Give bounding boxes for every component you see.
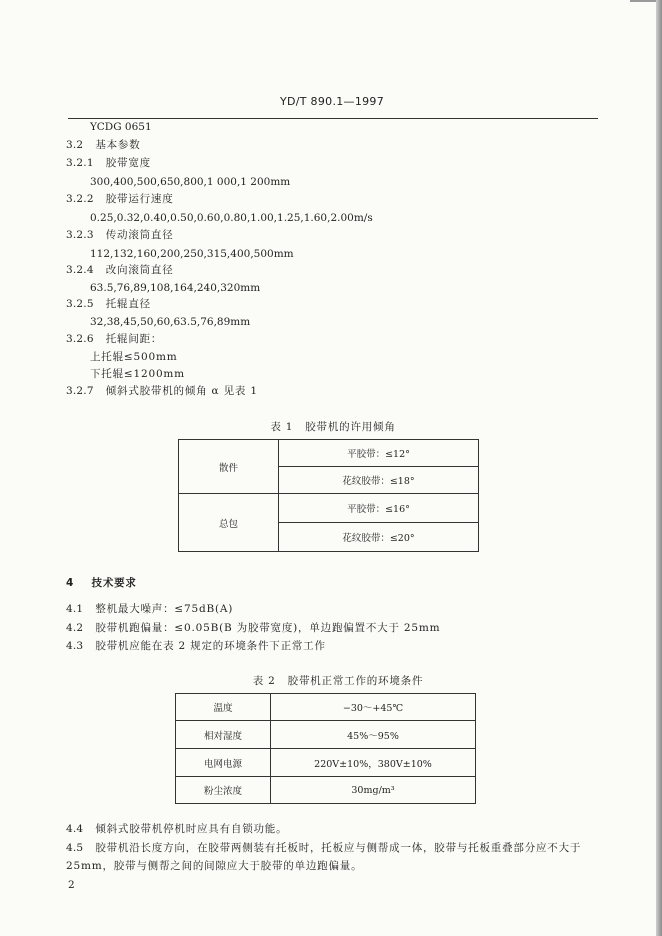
table2	[175, 693, 476, 804]
clause-4-1	[66, 602, 233, 616]
clause-title: 传动滚筒直径	[105, 229, 174, 241]
clause-3-2-2	[66, 192, 174, 206]
clause-3-2-1	[66, 156, 151, 170]
clause-text: 胶带机沿长度方向，在胶带两侧装有托板时，托板应与侧帮成一体，胶带与托板重叠部分应不大于	[95, 842, 582, 854]
table2-title: 胶带机正常工作的环境条件	[287, 675, 424, 687]
table1-cell: 花纹胶带：≤18°	[279, 467, 479, 494]
table1-label: 表 1	[270, 421, 294, 433]
page-number: 2	[68, 879, 75, 891]
clause-number: 3.2.1	[66, 157, 94, 169]
clause-number: 3.2.6	[66, 333, 94, 345]
table-row	[179, 440, 479, 467]
clause-3-2-7	[66, 384, 258, 398]
table2-row-label: 温度	[176, 694, 271, 721]
table-row	[176, 721, 476, 749]
page-header	[262, 95, 402, 109]
table1	[178, 439, 479, 552]
clause-4-4	[66, 822, 287, 836]
clause-number: 3.2.7	[66, 385, 94, 397]
clause-number: 3.2.5	[66, 298, 94, 310]
table-row	[179, 494, 479, 523]
table2-row-label: 相对湿度	[176, 721, 271, 749]
table2-cell: 45%～95%	[271, 721, 476, 749]
clause-number: 3.2.4	[66, 264, 94, 276]
header-rule	[68, 118, 598, 119]
table2-label: 表 2	[252, 675, 276, 687]
table2-row-label: 粉尘浓度	[176, 777, 271, 804]
section-heading-4	[66, 576, 137, 590]
section-heading-3-2	[66, 138, 141, 152]
table2-row-label: 电网电源	[176, 749, 271, 777]
table1-row-label: 散件	[179, 440, 279, 494]
clause-value: 32,38,45,50,60,63.5,76,89mm	[90, 316, 251, 328]
lower-idler-spacing: 下托辊≤1200mm	[90, 368, 185, 380]
clause-3-2-6	[66, 332, 162, 346]
upper-idler-spacing: 上托辊≤500mm	[90, 351, 178, 363]
clause-number: 4.3	[66, 640, 84, 652]
scan-edge	[656, 0, 662, 936]
clause-text: 倾斜式胶带机停机时应具有自锁功能。	[95, 823, 288, 835]
clause-4-3	[66, 639, 326, 653]
section-title: 技术要求	[91, 577, 137, 589]
table1-caption	[183, 420, 483, 434]
table2-cell: 30mg/m³	[271, 777, 476, 804]
standard-id: YD/T 890.1—1997	[279, 95, 385, 108]
table-row	[176, 777, 476, 804]
clause-number: 4.5	[66, 842, 84, 854]
clause-title: 倾斜式胶带机的倾角 α 见表 1	[105, 385, 258, 397]
clause-4-2	[66, 621, 440, 635]
clause-text: 整机最大噪声：≤75dB(A)	[95, 603, 234, 615]
table2-caption	[188, 674, 488, 688]
clause-number: 3.2.2	[66, 193, 94, 205]
clause-number: 4.1	[66, 603, 84, 615]
table2-cell: −30～+45℃	[271, 694, 476, 721]
model-line: YCDG 0651	[90, 121, 152, 133]
section-number: 4	[66, 577, 74, 589]
scan-corner-mark	[630, 0, 656, 2]
clause-value: 300,400,500,650,800,1 000,1 200mm	[90, 176, 291, 188]
clause-4-5-continuation: 25mm，胶带与侧帮之间的间隙应大于胶带的单边跑偏量。	[66, 860, 363, 872]
clause-value: 112,132,160,200,250,315,400,500mm	[90, 248, 294, 260]
clause-title: 改向滚筒直径	[105, 264, 174, 276]
clause-number: 4.2	[66, 622, 84, 634]
clause-3-2-4	[66, 263, 174, 277]
clause-title: 托辊间距：	[105, 333, 163, 345]
section-title: 基本参数	[95, 139, 141, 151]
table-row	[176, 749, 476, 777]
clause-number: 3.2.3	[66, 229, 94, 241]
section-number: 3.2	[66, 139, 84, 151]
clause-4-5	[66, 841, 581, 855]
table-row	[176, 694, 476, 721]
clause-value: 0.25,0.32,0.40,0.50,0.60,0.80,1.00,1.25,1.60,2.00m/s	[90, 212, 373, 224]
clause-text: 胶带机应能在表 2 规定的环境条件下正常工作	[95, 640, 326, 652]
table1-cell: 平胶带：≤16°	[279, 494, 479, 523]
clause-text: 胶带机跑偏量：≤0.05B(B 为胶带宽度)，单边跑偏置不大于 25mm	[95, 622, 441, 634]
clause-number: 4.4	[66, 823, 84, 835]
table1-row-label: 总包	[179, 494, 279, 552]
table2-cell: 220V±10%，380V±10%	[271, 749, 476, 777]
clause-3-2-5	[66, 297, 151, 311]
clause-3-2-3	[66, 228, 174, 242]
clause-title: 胶带宽度	[105, 157, 151, 169]
table1-title: 胶带机的许用倾角	[305, 421, 396, 433]
clause-value: 63.5,76,89,108,164,240,320mm	[90, 282, 261, 294]
table1-cell: 花纹胶带：≤20°	[279, 523, 479, 552]
clause-title: 胶带运行速度	[105, 193, 174, 205]
clause-title: 托辊直径	[105, 298, 151, 310]
table1-cell: 平胶带：≤12°	[279, 440, 479, 467]
